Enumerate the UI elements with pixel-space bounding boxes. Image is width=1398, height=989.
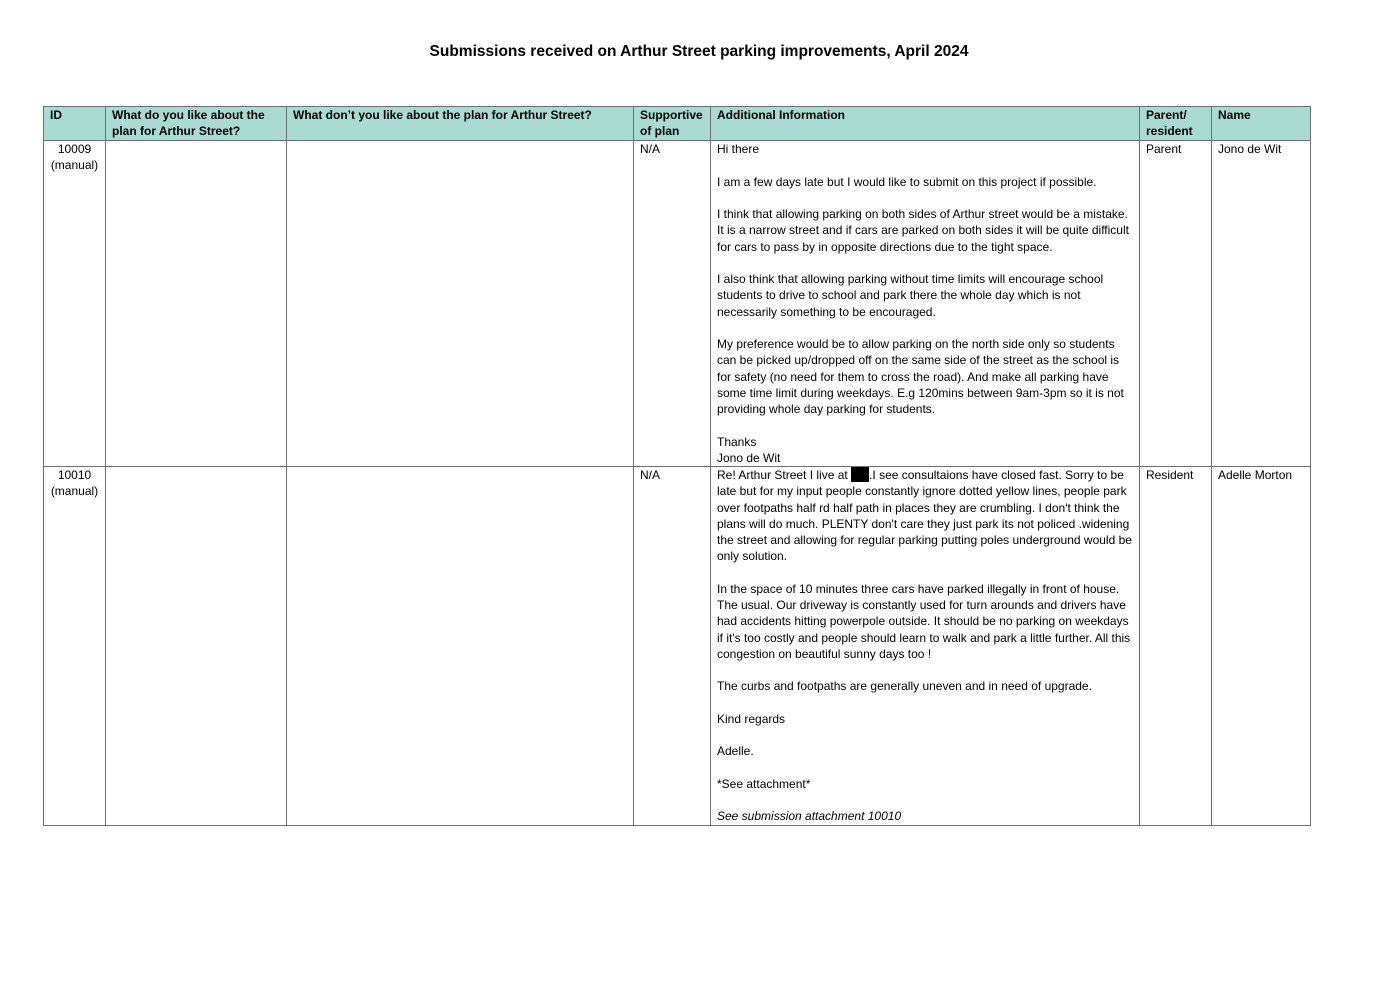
additional-paragraph: My preference would be to allow parking on the north side only so students can be picked up/dropped off on the same side of the street as the school is for safety (no need for them to cross the road). And make all parking have some time limit during weekdays. E.g 120mins between 9am-3pm so it is not providing whole day parking for students. [717,337,1124,416]
cell-like [106,141,287,467]
submission-id-note: (manual) [50,484,99,499]
header-parent-resident: Parent/ resident [1140,107,1212,141]
attachment-reference: See submission attachment 10010 [717,809,902,824]
additional-paragraph: Kind regards [717,711,786,726]
additional-paragraph: Adelle. [717,744,754,759]
document-title: Submissions received on Arthur Street parking improvements, April 2024 [429,43,969,60]
additional-paragraph: I also think that allowing parking without time limits will encourage school students to drive to school and park there the whole day which is not necessarily something to be encouraged. [717,272,1104,319]
cell-like [106,467,287,826]
additional-text: Re! Arthur Street I live at [717,468,852,482]
cell-name: Jono de Wit [1212,141,1311,467]
signoff-line: Thanks [717,434,757,449]
cell-parent-resident: Parent [1140,141,1212,467]
additional-paragraph: In the space of 10 minutes three cars have parked illegally in front of house. The usual. Our driveway is constantly used for turn arounds and drivers have had accidents hitting powerpole outside. It should be no parking on weekdays if it's too costly and people should learn to walk and park a little further. All this congestion on beautiful sunny days too ! [717,581,1131,661]
signoff-line: Jono de Wit [717,450,781,465]
cell-supportive: N/A [634,467,711,826]
additional-paragraph: The curbs and footpaths are generally uneven and in need of upgrade. [717,679,1092,694]
additional-text: .I see consultaions have closed fast. Sorry to be late but for my input people constantly ignore dotted yellow lines, people park over footpaths half rd half path in places they are crumbling. I don't think the plans will do much. PLENTY don't care they just park its not policed .widening the street and allowing for regular parking putting poles underground would be only solution. [717,468,1132,564]
table-row [44,467,1311,826]
cell-dislike [287,467,634,826]
header-like: What do you like about the plan for Arthur Street? [106,107,287,141]
cell-parent-resident: Resident [1140,467,1212,826]
cell-name: Adelle Morton [1212,467,1311,826]
header-name: Name [1212,107,1311,141]
cell-additional-information [711,141,1140,467]
cell-id [44,141,106,467]
table-row [44,141,1311,467]
submissions-table [43,106,1311,826]
cell-supportive: N/A [634,141,711,467]
cell-additional-information [711,467,1140,826]
header-id: ID [44,107,106,141]
additional-paragraph: I am a few days late but I would like to submit on this project if possible. [717,174,1097,189]
header-row [44,107,1311,141]
header-supportive: Supportive of plan [634,107,711,141]
cell-dislike [287,141,634,467]
submission-id-note: (manual) [50,158,99,173]
additional-paragraph [717,467,1133,565]
submission-id: 10009 [57,142,92,156]
submission-id: 10010 [57,468,92,482]
redaction-block [851,467,869,482]
additional-signoff [717,434,1133,467]
additional-paragraph: Hi there [717,142,760,156]
header-dislike: What don’t you like about the plan for Arthur Street? [287,107,634,141]
cell-id [44,467,106,826]
header-additional-information: Additional Information [711,107,1140,141]
additional-paragraph: *See attachment* [717,776,811,791]
additional-paragraph: I think that allowing parking on both sides of Arthur street would be a mistake. It is a narrow street and if cars are parked on both sides it will be quite difficult for cars to pass by in opposite directions due to the tight space. [717,207,1129,254]
